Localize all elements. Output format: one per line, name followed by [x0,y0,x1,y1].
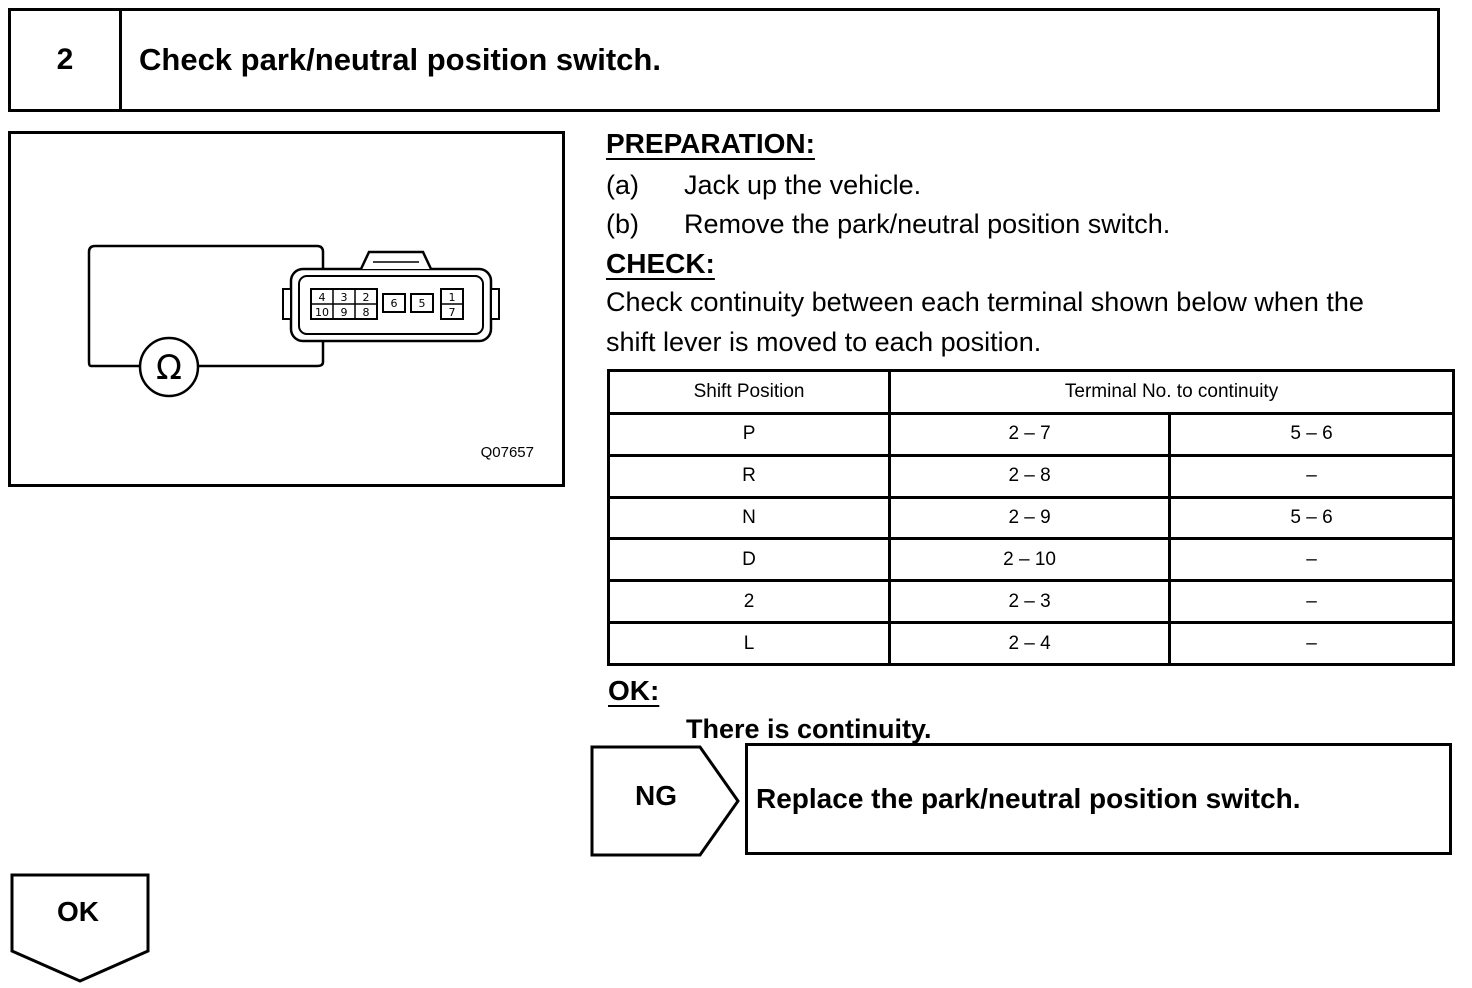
cell-position: D [609,539,890,581]
table-row [609,581,1454,623]
ok-arrow-shape [8,871,152,985]
terminal-6: 6 [390,297,398,310]
connector-lock-tab [361,252,431,269]
cell-terminal-2: – [1170,539,1454,581]
cell-terminal-1: 2 – 8 [890,455,1170,497]
preparation-step-a: (a) Jack up the vehicle. [606,170,922,200]
terminal-9: 9 [340,306,348,319]
cell-position: P [609,414,890,456]
cell-position: R [609,455,890,497]
ohm-icon: Ω [156,348,182,388]
figure-code: Q07657 [480,444,534,461]
step-number: 2 [11,11,122,109]
cell-position: 2 [609,581,890,623]
terminal-5: 5 [418,297,426,310]
table-row [609,539,1454,581]
table-row [609,497,1454,539]
ok-result-text: There is continuity. [686,714,932,744]
cell-terminal-1: 2 – 4 [890,623,1170,665]
check-text-line-1: Check continuity between each terminal shown below when the [606,287,1364,317]
table-row [609,414,1454,456]
table-row [609,623,1454,665]
terminal-1: 1 [448,291,456,304]
step-header [8,8,1440,112]
terminal-10: 10 [315,306,329,319]
cell-terminal-1: 2 – 10 [890,539,1170,581]
cell-terminal-2: – [1170,623,1454,665]
ok-heading: OK: [608,675,660,706]
check-heading: CHECK: [606,248,715,279]
terminal-4: 4 [318,291,326,304]
table-header-row [609,371,1454,414]
terminal-3: 3 [340,291,348,304]
ng-action-box: Replace the park/neutral position switch. [745,743,1452,855]
ok-flow-label: OK [57,896,99,927]
table-row [609,455,1454,497]
check-text-line-2: shift lever is moved to each position. [606,327,1042,357]
cell-terminal-2: – [1170,581,1454,623]
header-terminal-continuity: Terminal No. to continuity [890,371,1454,414]
connector-diagram [11,134,562,484]
connector-figure [8,131,565,487]
ng-label: NG [635,780,677,811]
preparation-step-b: (b) Remove the park/neutral position switch. [606,209,1171,239]
terminal-8: 8 [362,306,370,319]
cell-terminal-1: 2 – 7 [890,414,1170,456]
step-title: Check park/neutral position switch. [139,42,661,77]
cell-terminal-1: 2 – 9 [890,497,1170,539]
cell-terminal-1: 2 – 3 [890,581,1170,623]
cell-terminal-2: 5 – 6 [1170,414,1454,456]
cell-position: N [609,497,890,539]
terminal-2: 2 [362,291,370,304]
cell-position: L [609,623,890,665]
cell-terminal-2: 5 – 6 [1170,497,1454,539]
preparation-heading: PREPARATION: [606,128,815,159]
cell-terminal-2: – [1170,455,1454,497]
terminal-7: 7 [448,306,456,319]
header-shift-position: Shift Position [609,371,890,414]
continuity-table [607,369,1455,666]
